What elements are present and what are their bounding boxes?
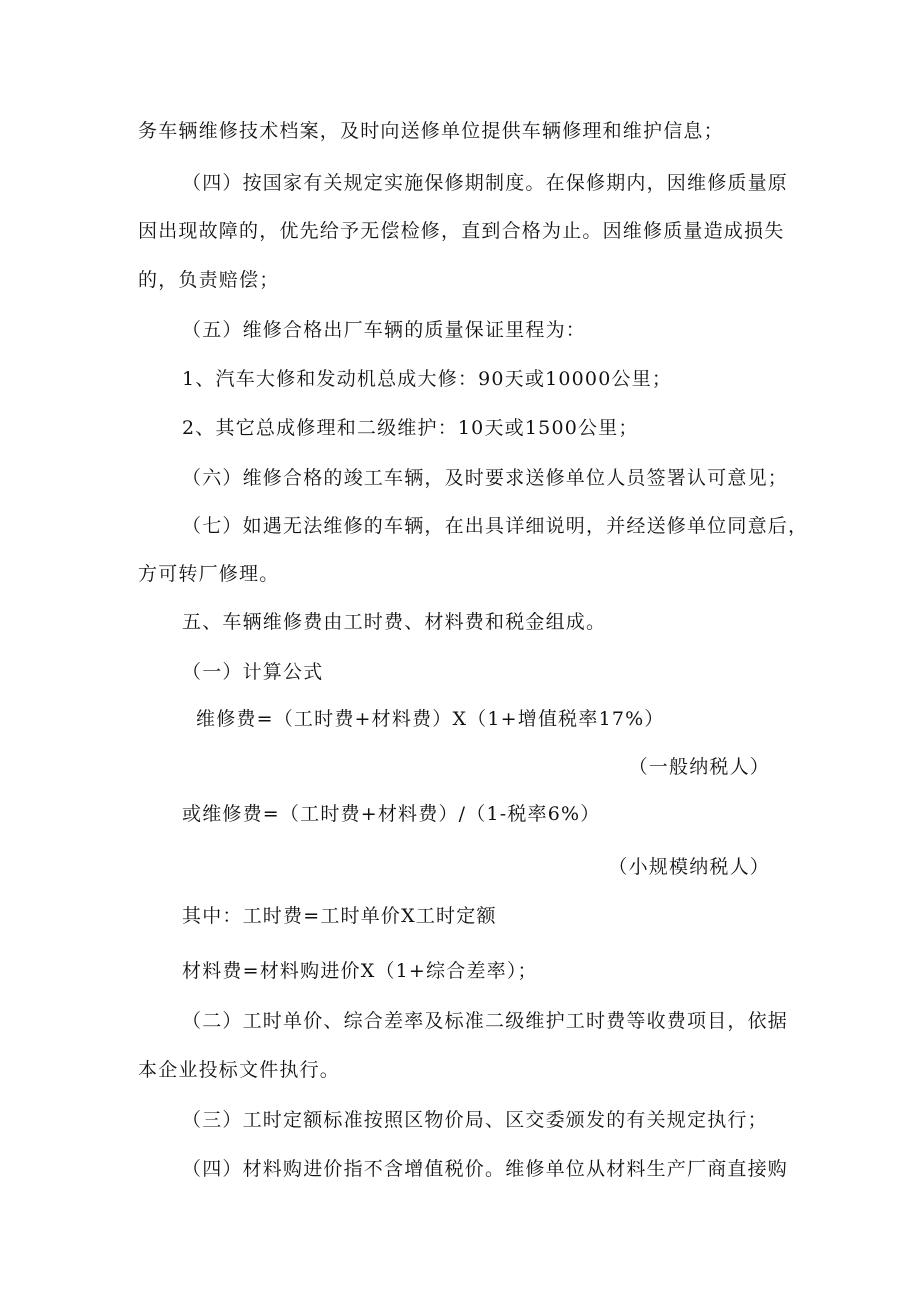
paragraph-line: （五）维修合格出厂车辆的质量保证里程为： [182, 319, 587, 341]
paragraph-line: 因出现故障的，优先给予无偿检修，直到合格为止。因维修质量造成损失 [138, 220, 785, 242]
paragraph-line: （六）维修合格的竣工车辆，及时要求送修单位人员签署认可意见； [182, 467, 789, 489]
paragraph-line: （四）材料购进价指不含增值税价。维修单位从材料生产厂商直接购 [182, 1158, 789, 1180]
paragraph-line: 本企业投标文件执行。 [138, 1059, 341, 1081]
section-heading: 五、车辆维修费由工时费、材料费和税金组成。 [182, 611, 607, 633]
formula-line: 或维修费=（工时费+材料费）/（1-税率6%） [182, 803, 601, 825]
list-item: 2、其它总成修理和二级维护：10天或1500公里； [182, 417, 639, 439]
paragraph-line: （四）按国家有关规定实施保修期制度。在保修期内，因维修质量原 [182, 172, 789, 194]
paragraph-line: （七）如遇无法维修的车辆，在出具详细说明，并经送修单位同意后， [182, 515, 809, 537]
formula-line: 其中：工时费=工时单价X工时定额 [182, 905, 497, 927]
paragraph-line: 的，负责赔偿； [138, 269, 280, 291]
formula-note: （一般纳税人） [628, 756, 770, 778]
paragraph-line: （二）工时单价、综合差率及标准二级维护工时费等收费项目，依据 [182, 1010, 789, 1032]
formula-line: 维修费=（工时费+材料费）X（1+增值税率17%） [196, 708, 665, 730]
paragraph-line: （三）工时定额标准按照区物价局、区交委颁发的有关规定执行； [182, 1109, 768, 1131]
list-item: 1、汽车大修和发动机总成大修：90天或10000公里； [182, 368, 673, 390]
paragraph-line: 方可转厂修理。 [138, 563, 280, 585]
formula-line: 材料费=材料购进价X（1+综合差率）； [182, 960, 538, 982]
subsection-heading: （一）计算公式 [182, 661, 324, 683]
formula-note: （小规模纳税人） [608, 856, 770, 878]
paragraph-line: 务车辆维修技术档案，及时向送修单位提供车辆修理和维护信息； [138, 120, 724, 142]
